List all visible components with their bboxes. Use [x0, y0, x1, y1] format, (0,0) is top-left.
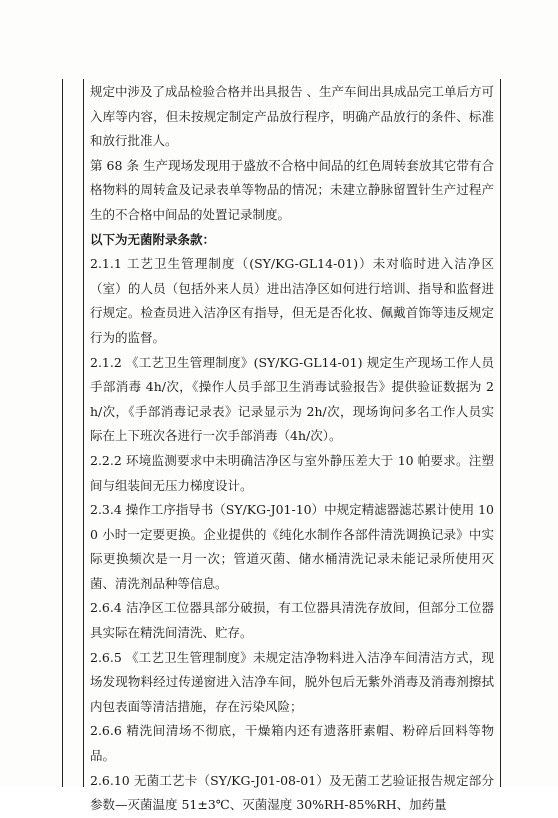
paragraph-2-3-4: 2.3.4 操作工序指导书（SY/KG-J01-10）中规定精滤器滤芯累计使用 100 小时一定要更换。企业提供的《纯化水制作各部件清洗调换记录》中实际更换频次是一月一次；管道灭菌、储水桶清洗记录未能记录所使用灭菌、清洗剂品种等信息。	[90, 502, 495, 591]
paragraph-2-2-2: 2.2.2 环境监测要求中未明确洁净区与室外静压差大于 10 帕要求。注塑间与组装间无压力梯度设计。	[90, 452, 494, 493]
document-body	[90, 80, 494, 818]
table-border-left-inner	[83, 79, 84, 787]
paragraph-2-1-1: 2.1.1 工艺卫生管理制度（(SY/KG-GL14-01)）未对临时进入洁净区（室）的人员（包括外来人员）进出洁净区如何进行培训、指导和监督进行规定。检查员进入洁净区有指导，但无是否化妆、佩戴首饰等违反规定行为的监督。	[90, 256, 494, 345]
paragraph-2-6-6: 2.6.6 精洗间清场不彻底，干燥箱内还有遗落肝素帽、粉碎后回料等物品。	[90, 723, 494, 764]
section-heading-sterile-appendix: 以下为无菌附录条款：	[90, 231, 216, 247]
paragraph-2-6-10: 2.6.10 无菌工艺卡（SY/KG-J01-08-01）及无菌工艺验证报告规定部分参数—灭菌温度 51±3℃、灭菌湿度 30%RH-85%RH、加药量	[90, 772, 494, 813]
paragraph-2-1-2: 2.1.2 《工艺卫生管理制度》(SY/KG-GL14-01) 规定生产现场工作人员手部消毒 4h/次，《操作人员手部卫生消毒试验报告》提供验证数据为 2h/次，《手部消毒记录表》记录显示为 2h/次，现场询问多名工作人员实际在上下班次各进行一次手部消毒（4h/次）。	[90, 354, 494, 444]
table-border-right	[500, 79, 501, 787]
paragraph-2-6-5: 2.6.5 《工艺卫生管理制度》未规定洁净物料进入洁净车间清洁方式，现场发现物料经过传递窗进入洁净车间，脱外包后无紫外消毒及消毒剂擦拭内包表面等清洁措施，存在污染风险；	[90, 649, 494, 714]
table-border-left-outer	[62, 79, 63, 787]
paragraph-2-6-4: 2.6.4 洁净区工位器具部分破损，有工位器具清洗存放间，但部分工位器具实际在精洗间清洗、贮存。	[90, 600, 494, 641]
paragraph-article-68: 第 68 条 生产现场发现用于盛放不合格中间品的红色周转套放其它带有合格物料的周转盒及记录表单等物品的情况；未建立静脉留置针生产过程产生的不合格中间品的处置记录制度。	[90, 157, 494, 222]
paragraph-release-procedure: 规定中涉及了成品检验合格并出具报告 、生产车间出具成品完工单后方可入库等内容，但未按规定制定产品放行程序，明确产品放行的条件、标准和放行批准人。	[90, 84, 494, 149]
